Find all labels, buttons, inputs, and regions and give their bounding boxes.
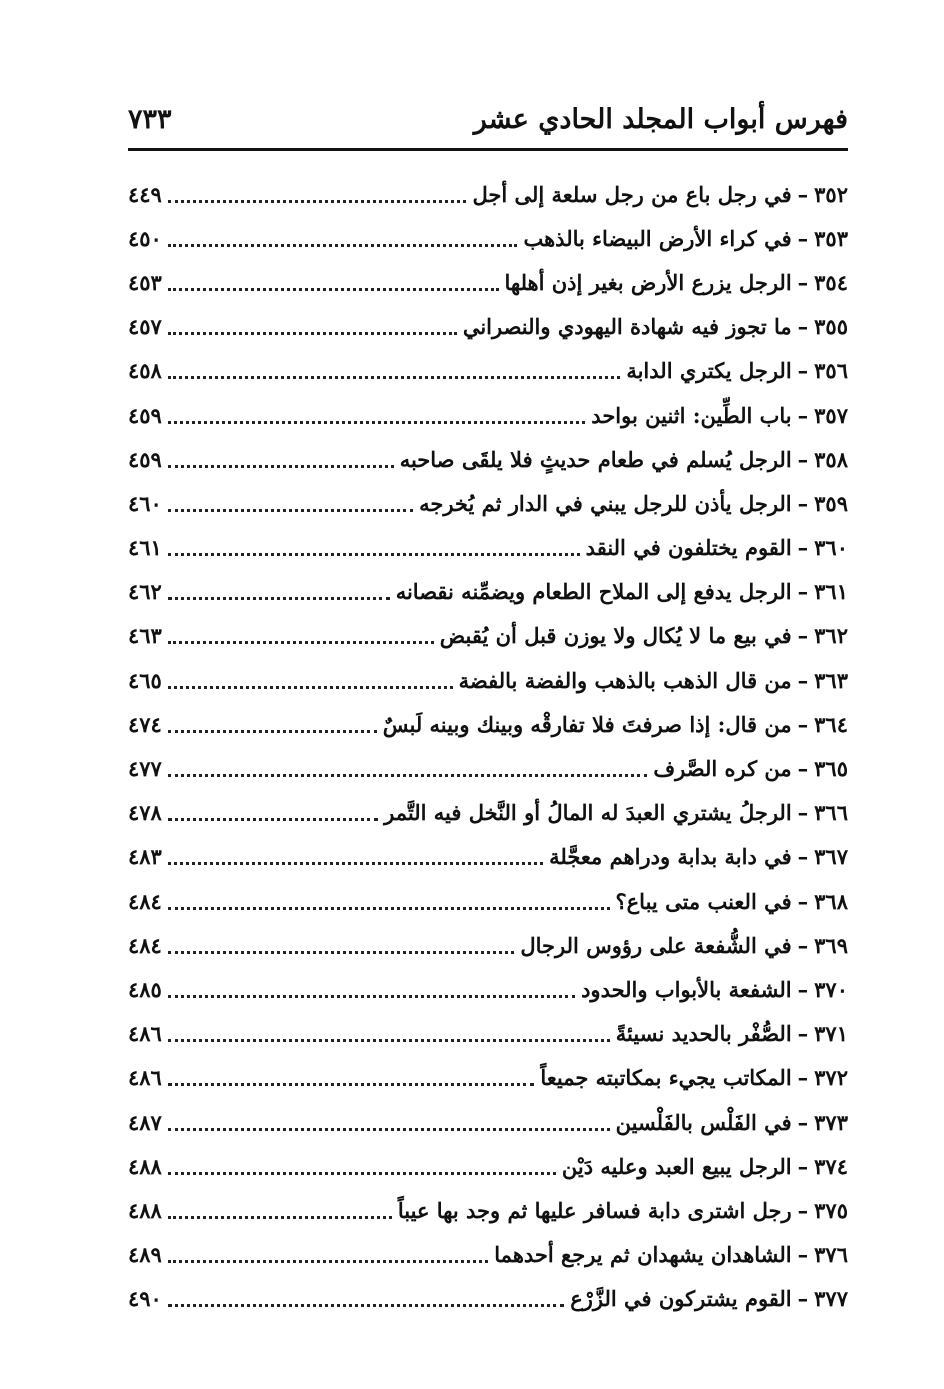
toc-entry bbox=[128, 879, 848, 923]
entry-number: ٣٥٨ bbox=[814, 446, 848, 472]
dot-leader bbox=[168, 509, 413, 512]
entry-dash: – bbox=[797, 844, 809, 870]
toc-entry bbox=[128, 570, 848, 614]
toc-entry bbox=[128, 305, 848, 349]
entry-dash: – bbox=[797, 1197, 809, 1223]
entry-number: ٣٦٦ bbox=[814, 800, 848, 826]
entry-title: في بيع ما لا يُكال ولا يوزن قبل أن يُقبض bbox=[439, 623, 792, 649]
toc-entry bbox=[128, 1012, 848, 1056]
dot-leader bbox=[168, 995, 575, 998]
entry-number: ٣٧٤ bbox=[814, 1153, 848, 1179]
entry-title: في الشُّفعة على رؤوس الرجال bbox=[520, 932, 792, 958]
entry-title: رجل اشترى دابة فسافر عليها ثم وجد بها عيباً bbox=[397, 1197, 792, 1223]
entry-number: ٣٧٣ bbox=[814, 1109, 848, 1135]
dot-leader bbox=[168, 332, 457, 335]
entry-dash: – bbox=[797, 711, 809, 737]
entry-number: ٣٧٠ bbox=[814, 976, 848, 1002]
dot-leader bbox=[168, 1083, 535, 1086]
table-of-contents bbox=[128, 172, 848, 1321]
toc-entry bbox=[128, 437, 848, 481]
entry-number: ٣٦٤ bbox=[814, 711, 848, 737]
entry-number: ٣٦٥ bbox=[814, 756, 848, 782]
toc-entry bbox=[128, 172, 848, 216]
toc-entry bbox=[128, 216, 848, 260]
dot-leader bbox=[168, 1304, 564, 1307]
entry-page-number: ٤٨٦ bbox=[128, 1021, 162, 1047]
dot-leader bbox=[168, 597, 390, 600]
toc-entry bbox=[128, 658, 848, 702]
entry-number: ٣٥٦ bbox=[814, 358, 848, 384]
entry-page-number: ٤٥٣ bbox=[128, 269, 162, 295]
entry-dash: – bbox=[797, 1109, 809, 1135]
entry-dash: – bbox=[797, 402, 809, 428]
entry-page-number: ٤٨٨ bbox=[128, 1197, 162, 1223]
entry-number: ٣٦٢ bbox=[814, 623, 848, 649]
entry-dash: – bbox=[797, 535, 809, 561]
entry-dash: – bbox=[797, 756, 809, 782]
entry-dash: – bbox=[797, 667, 809, 693]
entry-page-number: ٤٦٠ bbox=[128, 490, 162, 516]
entry-title: القوم يشتركون في الزَّرْع bbox=[570, 1286, 792, 1312]
dot-leader bbox=[168, 553, 580, 556]
entry-page-number: ٤٨٣ bbox=[128, 844, 162, 870]
dot-leader bbox=[168, 730, 377, 733]
dot-leader bbox=[168, 774, 648, 777]
entry-number: ٣٧٢ bbox=[814, 1065, 848, 1091]
entry-dash: – bbox=[797, 579, 809, 605]
toc-entry bbox=[128, 1277, 848, 1321]
entry-dash: – bbox=[797, 623, 809, 649]
entry-dash: – bbox=[797, 800, 809, 826]
entry-number: ٣٥٧ bbox=[814, 402, 848, 428]
entry-dash: – bbox=[797, 269, 809, 295]
entry-dash: – bbox=[797, 888, 809, 914]
entry-page-number: ٤٨٨ bbox=[128, 1153, 162, 1179]
entry-number: ٣٥٥ bbox=[814, 314, 848, 340]
entry-number: ٣٧٥ bbox=[814, 1197, 848, 1223]
dot-leader bbox=[168, 1216, 392, 1219]
entry-title: من كره الصَّرف bbox=[653, 756, 792, 782]
dot-leader bbox=[168, 907, 610, 910]
header-rule bbox=[128, 148, 848, 151]
entry-page-number: ٤٧٤ bbox=[128, 711, 162, 737]
dot-leader bbox=[168, 244, 518, 247]
entry-dash: – bbox=[797, 225, 809, 251]
toc-entry bbox=[128, 791, 848, 835]
toc-entry bbox=[128, 746, 848, 790]
toc-entry bbox=[128, 1188, 848, 1232]
entry-dash: – bbox=[797, 314, 809, 340]
entry-dash: – bbox=[797, 490, 809, 516]
entry-title: المكاتب يجيء بمكاتبته جميعاً bbox=[540, 1065, 792, 1091]
entry-dash: – bbox=[797, 1286, 809, 1312]
entry-number: ٣٦١ bbox=[814, 579, 848, 605]
entry-dash: – bbox=[797, 932, 809, 958]
toc-entry bbox=[128, 835, 848, 879]
dot-leader bbox=[168, 200, 467, 203]
entry-number: ٣٥٢ bbox=[814, 181, 848, 207]
toc-entry bbox=[128, 481, 848, 525]
entry-number: ٣٧١ bbox=[814, 1021, 848, 1047]
entry-dash: – bbox=[797, 976, 809, 1002]
toc-entry bbox=[128, 393, 848, 437]
entry-number: ٣٧٧ bbox=[814, 1286, 848, 1312]
entry-title: الرجل يأذن للرجل يبني في الدار ثم يُخرجه bbox=[419, 490, 792, 516]
toc-entry bbox=[128, 526, 848, 570]
entry-dash: – bbox=[797, 358, 809, 384]
entry-page-number: ٤٥٧ bbox=[128, 314, 162, 340]
dot-leader bbox=[168, 376, 620, 379]
entry-page-number: ٤٧٧ bbox=[128, 756, 162, 782]
entry-dash: – bbox=[797, 1065, 809, 1091]
dot-leader bbox=[168, 1260, 488, 1263]
toc-entry bbox=[128, 614, 848, 658]
entry-dash: – bbox=[797, 1021, 809, 1047]
dot-leader bbox=[168, 288, 499, 291]
dot-leader bbox=[168, 862, 543, 865]
entry-page-number: ٤٨٥ bbox=[128, 976, 162, 1002]
dot-leader bbox=[168, 951, 515, 954]
toc-entry bbox=[128, 349, 848, 393]
entry-title: الرجل يبيع العبد وعليه دَيْن bbox=[561, 1153, 792, 1179]
toc-entry bbox=[128, 260, 848, 304]
toc-entry bbox=[128, 1056, 848, 1100]
entry-dash: – bbox=[797, 446, 809, 472]
entry-number: ٣٦٩ bbox=[814, 932, 848, 958]
entry-page-number: ٤٤٩ bbox=[128, 181, 162, 207]
entry-title: من قال الذهب بالذهب والفضة بالفضة bbox=[458, 667, 792, 693]
entry-page-number: ٤٥٠ bbox=[128, 225, 162, 251]
entry-number: ٣٥٣ bbox=[814, 225, 848, 251]
entry-number: ٣٦٣ bbox=[814, 667, 848, 693]
toc-entry bbox=[128, 1233, 848, 1277]
entry-number: ٣٥٩ bbox=[814, 490, 848, 516]
entry-number: ٣٦٧ bbox=[814, 844, 848, 870]
entry-page-number: ٤٨٤ bbox=[128, 932, 162, 958]
toc-entry bbox=[128, 702, 848, 746]
entry-page-number: ٤٦١ bbox=[128, 535, 162, 561]
toc-entry bbox=[128, 1144, 848, 1188]
entry-title: في رجل باع من رجل سلعة إلى أجل bbox=[472, 181, 792, 207]
entry-page-number: ٤٨٩ bbox=[128, 1242, 162, 1268]
entry-page-number: ٤٨٦ bbox=[128, 1065, 162, 1091]
dot-leader bbox=[168, 1039, 610, 1042]
entry-title: الرجلُ يشتري العبدَ له المالُ أو النَّخل فيه التَّمر bbox=[384, 800, 792, 826]
dot-leader bbox=[168, 1172, 556, 1175]
entry-page-number: ٤٥٩ bbox=[128, 402, 162, 428]
entry-dash: – bbox=[797, 1242, 809, 1268]
dot-leader bbox=[168, 465, 394, 468]
entry-title: الشاهدان يشهدان ثم يرجع أحدهما bbox=[494, 1242, 792, 1268]
entry-number: ٣٥٤ bbox=[814, 269, 848, 295]
entry-title: الرجل يكتري الدابة bbox=[626, 358, 792, 384]
entry-page-number: ٤٩٠ bbox=[128, 1286, 162, 1312]
entry-number: ٣٦٨ bbox=[814, 888, 848, 914]
dot-leader bbox=[168, 686, 453, 689]
entry-title: في دابة بدابة ودراهم معجَّلة bbox=[549, 844, 792, 870]
toc-entry bbox=[128, 923, 848, 967]
entry-page-number: ٤٥٩ bbox=[128, 446, 162, 472]
dot-leader bbox=[168, 1128, 610, 1131]
entry-page-number: ٤٨٤ bbox=[128, 888, 162, 914]
entry-title: الرجل يُسلم في طعام حديثٍ فلا يلقَى صاحبه bbox=[399, 446, 792, 472]
entry-page-number: ٤٨٧ bbox=[128, 1109, 162, 1135]
dot-leader bbox=[168, 641, 434, 644]
entry-title: القوم يختلفون في النقد bbox=[585, 535, 792, 561]
entry-number: ٣٦٠ bbox=[814, 535, 848, 561]
entry-title: الرجل يزرع الأرض بغير إذن أهلها bbox=[504, 269, 792, 295]
page-number: ٧٣٣ bbox=[128, 104, 172, 135]
entry-title: في العنب متى يباع؟ bbox=[615, 888, 792, 914]
entry-dash: – bbox=[797, 181, 809, 207]
page-header bbox=[128, 96, 848, 146]
entry-dash: – bbox=[797, 1153, 809, 1179]
entry-title: ما تجوز فيه شهادة اليهودي والنصراني bbox=[462, 314, 792, 340]
entry-title: الشفعة بالأبواب والحدود bbox=[581, 976, 792, 1002]
dot-leader bbox=[168, 421, 585, 424]
entry-title: الصُّفْر بالحديد نسيئةً bbox=[615, 1021, 792, 1047]
toc-entry bbox=[128, 967, 848, 1011]
running-title: فهرس أبواب المجلد الحادي عشر bbox=[473, 104, 848, 135]
entry-title: من قال: إذا صرفتَ فلا تفارقْه وبينك وبينه لَبسٌ bbox=[382, 711, 792, 737]
dot-leader bbox=[168, 818, 378, 821]
entry-number: ٣٧٦ bbox=[814, 1242, 848, 1268]
toc-entry bbox=[128, 1100, 848, 1144]
entry-title: في كراء الأرض البيضاء بالذهب bbox=[523, 225, 792, 251]
entry-title: في الفَلْس بالفَلْسين bbox=[615, 1109, 792, 1135]
entry-title: باب الطِّين: اثنين بواحد bbox=[591, 402, 792, 428]
entry-title: الرجل يدفع إلى الملاح الطعام ويضمِّنه نقصانه bbox=[395, 579, 792, 605]
entry-page-number: ٤٧٨ bbox=[128, 800, 162, 826]
entry-page-number: ٤٦٣ bbox=[128, 623, 162, 649]
entry-page-number: ٤٦٢ bbox=[128, 579, 162, 605]
entry-page-number: ٤٥٨ bbox=[128, 358, 162, 384]
entry-page-number: ٤٦٥ bbox=[128, 667, 162, 693]
